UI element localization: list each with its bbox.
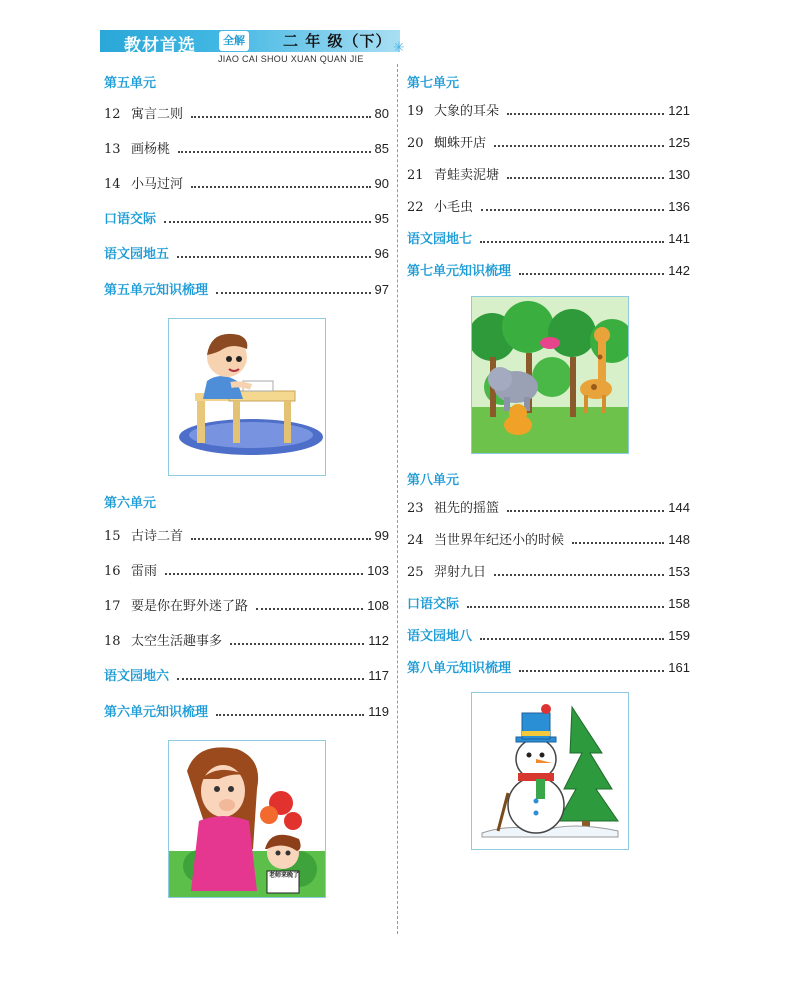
section-title: 语文园地七 — [407, 232, 473, 247]
toc-entry-22[interactable] — [407, 198, 690, 217]
page-number: 144 — [668, 500, 690, 515]
toc-entry-21[interactable] — [407, 166, 690, 185]
toc-entry-25[interactable] — [407, 563, 690, 582]
leader-dots — [177, 256, 371, 258]
teacher-and-girl-image — [169, 741, 325, 897]
unit6-heading: 第六单元 — [104, 496, 157, 511]
lesson-title: 小毛虫 — [434, 200, 474, 215]
lesson-title: 祖先的摇篮 — [434, 501, 500, 516]
toc-entry-knowledge-review-7[interactable] — [407, 262, 690, 281]
leader-dots — [164, 221, 371, 223]
lesson-number: 16 — [104, 564, 121, 579]
page-number: 99 — [374, 528, 389, 543]
leader-dots — [216, 714, 364, 716]
leader-dots — [256, 608, 363, 610]
section-title: 第七单元知识梳理 — [407, 264, 512, 279]
leader-dots — [230, 643, 364, 645]
unit5-heading: 第五单元 — [104, 76, 157, 91]
leader-dots — [494, 574, 664, 576]
leader-dots — [480, 638, 664, 640]
column-divider — [397, 64, 398, 934]
leader-dots — [216, 292, 371, 294]
section-title: 第六单元知识梳理 — [104, 705, 209, 720]
page-number: 161 — [668, 660, 690, 675]
toc-entry-15[interactable] — [104, 527, 389, 546]
page-number: 80 — [374, 106, 389, 121]
lesson-number: 22 — [407, 200, 424, 215]
toc-entry-12[interactable] — [104, 105, 389, 124]
leader-dots — [572, 542, 664, 544]
toc-entry-knowledge-review-8[interactable] — [407, 659, 690, 678]
leader-dots — [507, 113, 664, 115]
toc-entry-18[interactable] — [104, 632, 389, 651]
lesson-title: 古诗二首 — [131, 529, 184, 544]
boy-studying-illustration — [168, 318, 326, 476]
header-grade: 二 年 级（下） — [283, 32, 392, 50]
leader-dots — [191, 186, 371, 188]
header-brand: 教材首选 — [124, 36, 196, 56]
toc-entry-24[interactable] — [407, 531, 690, 550]
lesson-number: 13 — [104, 142, 121, 157]
unit7-heading: 第七单元 — [407, 76, 460, 91]
unit8-heading: 第八单元 — [407, 473, 460, 488]
lesson-title: 画杨桃 — [131, 142, 171, 157]
toc-entry-oral-communication-8[interactable] — [407, 595, 690, 614]
section-title: 语文园地五 — [104, 247, 170, 262]
lesson-title: 青蛙卖泥塘 — [434, 168, 500, 183]
lesson-number: 12 — [104, 107, 121, 122]
lesson-number: 19 — [407, 104, 424, 119]
lesson-number: 24 — [407, 533, 424, 548]
page-number: 153 — [668, 564, 690, 579]
toc-entry-knowledge-review-6[interactable] — [104, 703, 389, 722]
page-number: 136 — [668, 199, 690, 214]
sign-caption: 老师来晚了 — [269, 872, 300, 879]
page-number: 103 — [367, 563, 389, 578]
toc-entry-oral-communication-5[interactable] — [104, 210, 389, 229]
page-number: 142 — [668, 263, 690, 278]
snowman-illustration — [471, 692, 629, 850]
lesson-number: 17 — [104, 599, 121, 614]
snowman-image — [472, 693, 628, 849]
leader-dots — [494, 145, 664, 147]
page-number: 148 — [668, 532, 690, 547]
leader-dots — [519, 273, 664, 275]
toc-entry-language-garden-5[interactable] — [104, 245, 389, 264]
brand-logo: 全解 — [219, 31, 249, 51]
toc-entry-knowledge-review-5[interactable] — [104, 281, 389, 300]
leader-dots — [467, 606, 664, 608]
leader-dots — [178, 151, 371, 153]
page-number: 130 — [668, 167, 690, 182]
lesson-title: 蜘蛛开店 — [434, 136, 487, 151]
forest-animals-image — [472, 297, 628, 453]
toc-entry-language-garden-6[interactable] — [104, 667, 389, 686]
boy-studying-image — [169, 319, 325, 475]
toc-entry-13[interactable] — [104, 140, 389, 159]
section-title: 语文园地八 — [407, 629, 473, 644]
toc-entry-17[interactable] — [104, 597, 389, 616]
page-number: 108 — [367, 598, 389, 613]
page-number: 119 — [368, 704, 389, 719]
leader-dots — [191, 538, 371, 540]
lesson-number: 20 — [407, 136, 424, 151]
lesson-title: 寓言二则 — [131, 107, 184, 122]
teacher-and-girl-illustration — [168, 740, 326, 898]
leader-dots — [481, 209, 664, 211]
lesson-title: 要是你在野外迷了路 — [131, 599, 249, 614]
page-number: 112 — [368, 633, 389, 648]
section-title: 口语交际 — [407, 597, 460, 612]
toc-entry-16[interactable] — [104, 562, 389, 581]
toc-entry-20[interactable] — [407, 134, 690, 153]
toc-entry-language-garden-8[interactable] — [407, 627, 690, 646]
header-pinyin: JIAO CAI SHOU XUAN QUAN JIE — [218, 54, 364, 64]
leader-dots — [177, 678, 364, 680]
lesson-number: 23 — [407, 501, 424, 516]
lesson-title: 羿射九日 — [434, 565, 487, 580]
page-number: 159 — [668, 628, 690, 643]
lesson-title: 雷雨 — [131, 564, 158, 579]
lesson-number: 21 — [407, 168, 424, 183]
toc-entry-language-garden-7[interactable] — [407, 230, 690, 249]
leader-dots — [191, 116, 371, 118]
leader-dots — [519, 670, 664, 672]
lesson-title: 当世界年纪还小的时候 — [434, 533, 565, 548]
snowflake-icon: ✳ — [393, 40, 405, 56]
toc-entry-19[interactable] — [407, 102, 690, 121]
page-number: 121 — [668, 103, 690, 118]
leader-dots — [165, 573, 363, 575]
page-number: 85 — [374, 141, 389, 156]
page-number: 90 — [374, 176, 389, 191]
toc-entry-14[interactable] — [104, 175, 389, 194]
page-number: 97 — [374, 282, 389, 297]
page-number: 141 — [668, 231, 690, 246]
leader-dots — [507, 510, 664, 512]
section-title: 第五单元知识梳理 — [104, 283, 209, 298]
lesson-number: 15 — [104, 529, 121, 544]
page-number: 158 — [668, 596, 690, 611]
section-title: 第八单元知识梳理 — [407, 661, 512, 676]
page-number: 96 — [374, 246, 389, 261]
section-title: 语文园地六 — [104, 669, 170, 684]
page-number: 125 — [668, 135, 690, 150]
page-number: 117 — [368, 668, 389, 683]
section-title: 口语交际 — [104, 212, 157, 227]
toc-entry-23[interactable] — [407, 499, 690, 518]
lesson-title: 太空生活趣事多 — [131, 634, 223, 649]
forest-animals-illustration — [471, 296, 629, 454]
leader-dots — [507, 177, 664, 179]
page-number: 95 — [374, 211, 389, 226]
lesson-title: 大象的耳朵 — [434, 104, 500, 119]
lesson-number: 25 — [407, 565, 424, 580]
lesson-number: 14 — [104, 177, 121, 192]
lesson-title: 小马过河 — [131, 177, 184, 192]
leader-dots — [480, 241, 664, 243]
lesson-number: 18 — [104, 634, 121, 649]
